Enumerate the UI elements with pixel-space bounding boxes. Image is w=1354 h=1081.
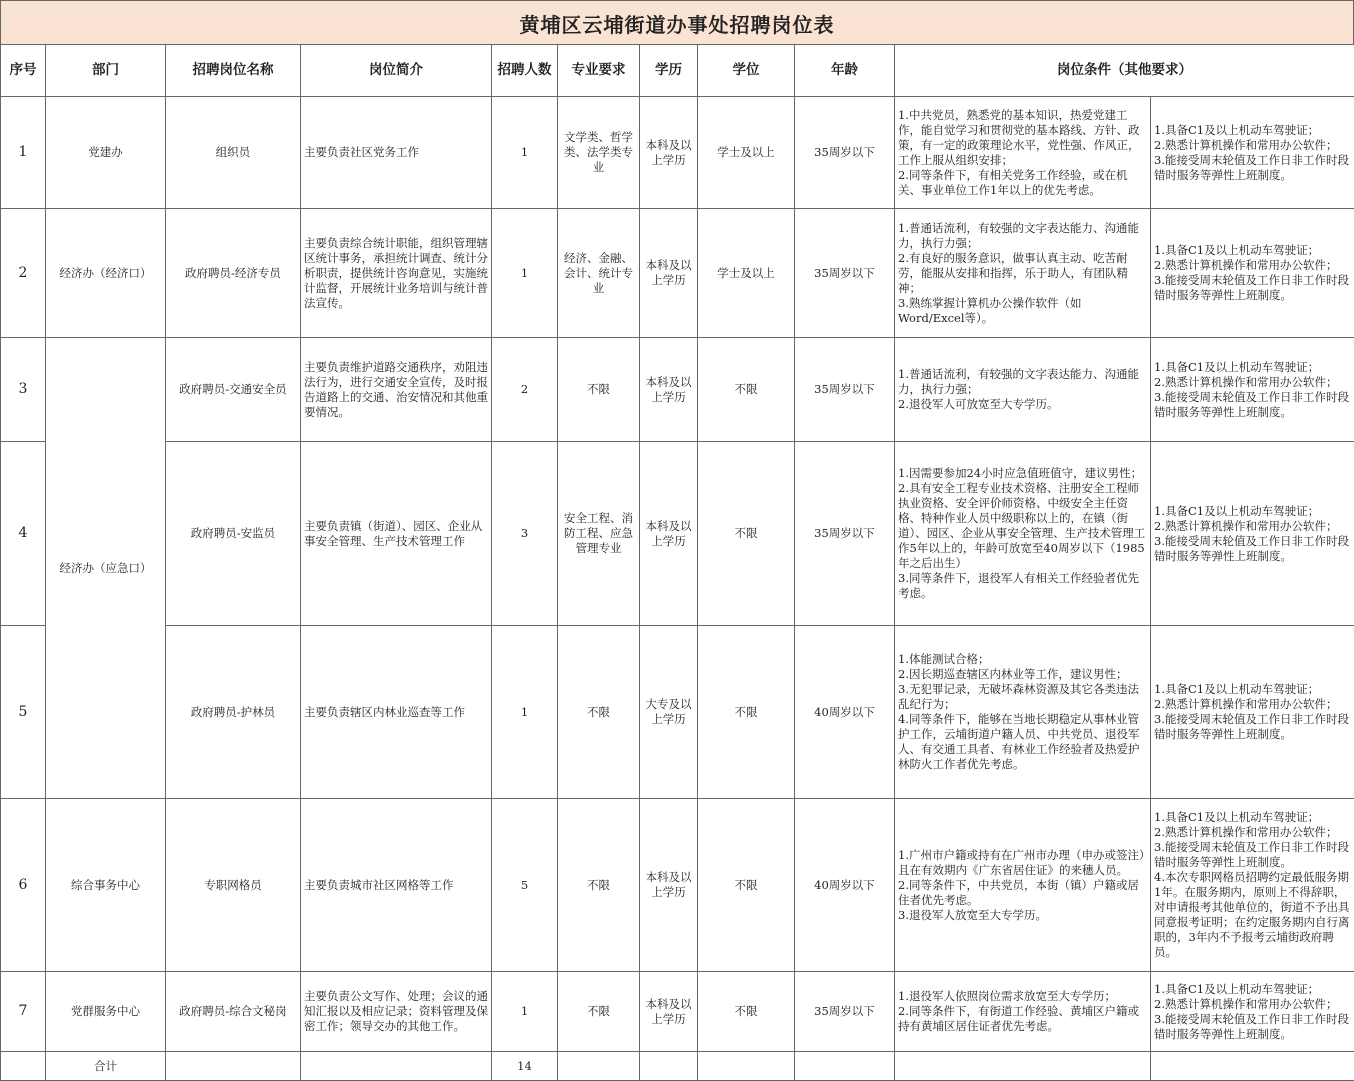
cell-count: 1 — [492, 972, 558, 1052]
cell-major: 不限 — [558, 338, 640, 442]
cell-degree: 不限 — [698, 626, 795, 799]
total-cell-empty — [895, 1052, 1151, 1081]
cell-extra-requirements: 1.具备C1及以上机动车驾驶证； 2.熟悉计算机操作和常用办公软件； 3.能接受周末轮值及工作日非工作时段错时服务等弹性上班制度。 — [1151, 626, 1354, 799]
cell-no: 5 — [1, 626, 46, 799]
cell-major: 文学类、哲学类、法学类专业 — [558, 97, 640, 209]
page-title: 黄埔区云埔街道办事处招聘岗位表 — [0, 0, 1354, 45]
cell-conditions: 1.体能测试合格； 2.因长期巡查辖区内林业等工作，建议男性； 3.无犯罪记录，无破坏森林资源及其它各类违法乱纪行为； 4.同等条件下，能够在当地长期稳定从事林业管护工作，云埔街道户籍人员、中共党员、退役军人、有交通工具者、有林业工作经验者及热爱护林防火工作者优先考虑。 — [895, 626, 1151, 799]
cell-age: 35周岁以下 — [795, 972, 895, 1052]
total-count: 14 — [492, 1052, 558, 1081]
cell-count: 2 — [492, 338, 558, 442]
header-major: 专业要求 — [558, 45, 640, 97]
total-cell-empty — [301, 1052, 492, 1081]
cell-age: 35周岁以下 — [795, 442, 895, 626]
cell-desc: 主要负责公文写作、处理；会议的通知汇报以及相应记录；资料管理及保密工作；领导交办的其他工作。 — [301, 972, 492, 1052]
cell-count: 1 — [492, 209, 558, 338]
cell-position: 政府聘员-经济专员 — [166, 209, 301, 338]
table-row — [1, 97, 1354, 209]
cell-extra-requirements: 1.具备C1及以上机动车驾驶证； 2.熟悉计算机操作和常用办公软件； 3.能接受周末轮值及工作日非工作时段错时服务等弹性上班制度。 4.本次专职网格员招聘约定最低服务期1年。在服务期内，原则上不得辞职，对申请报考其他单位的，街道不予出具同意报考证明；在约定服务期内自行离职的，3年内不予报考云埔街政府聘员。 — [1151, 799, 1354, 972]
total-row — [1, 1052, 1354, 1081]
table-row — [1, 972, 1354, 1052]
header-row — [1, 45, 1354, 97]
cell-edu: 本科及以上学历 — [640, 799, 698, 972]
cell-degree: 学士及以上 — [698, 97, 795, 209]
cell-conditions: 1.普通话流利，有较强的文字表达能力、沟通能力，执行力强； 2.退役军人可放宽至大专学历。 — [895, 338, 1151, 442]
header-no: 序号 — [1, 45, 46, 97]
cell-extra-requirements: 1.具备C1及以上机动车驾驶证； 2.熟悉计算机操作和常用办公软件； 3.能接受周末轮值及工作日非工作时段错时服务等弹性上班制度。 — [1151, 442, 1354, 626]
cell-conditions: 1.因需要参加24小时应急值班值守，建议男性； 2.具有安全工程专业技术资格、注册安全工程师执业资格、安全评价师资格、中级安全主任资格、特种作业人员中级职称以上的，在镇（街道）、园区、企业从事安全管理、生产技术管理工作5年以上的，年龄可放宽至40周岁以下（1985年之后出生） 3.同等条件下，退役军人有相关工作经验者优先考虑。 — [895, 442, 1151, 626]
cell-degree: 不限 — [698, 338, 795, 442]
table-row — [1, 626, 1354, 799]
cell-age: 40周岁以下 — [795, 799, 895, 972]
header-age: 年龄 — [795, 45, 895, 97]
cell-major: 不限 — [558, 972, 640, 1052]
cell-edu: 本科及以上学历 — [640, 442, 698, 626]
total-cell-empty — [1, 1052, 46, 1081]
cell-major: 安全工程、消防工程、应急管理专业 — [558, 442, 640, 626]
cell-extra-requirements: 1.具备C1及以上机动车驾驶证； 2.熟悉计算机操作和常用办公软件； 3.能接受周末轮值及工作日非工作时段错时服务等弹性上班制度。 — [1151, 97, 1354, 209]
cell-position: 政府聘员-交通安全员 — [166, 338, 301, 442]
cell-age: 40周岁以下 — [795, 626, 895, 799]
cell-dept: 经济办（应急口） — [46, 338, 166, 799]
cell-count: 1 — [492, 97, 558, 209]
cell-count: 1 — [492, 626, 558, 799]
cell-conditions: 1.中共党员，熟悉党的基本知识，热爱党建工作，能自觉学习和贯彻党的基本路线、方针、政策，有一定的政策理论水平，党性强、作风正，工作上服从组织安排； 2.同等条件下，有相关党务工作经验，或在机关、事业单位工作1年以上的优先考虑。 — [895, 97, 1151, 209]
cell-position: 政府聘员-护林员 — [166, 626, 301, 799]
cell-extra-requirements: 1.具备C1及以上机动车驾驶证； 2.熟悉计算机操作和常用办公软件； 3.能接受周末轮值及工作日非工作时段错时服务等弹性上班制度。 — [1151, 972, 1354, 1052]
recruitment-table — [0, 44, 1354, 1081]
cell-edu: 本科及以上学历 — [640, 338, 698, 442]
cell-degree: 学士及以上 — [698, 209, 795, 338]
cell-desc: 主要负责社区党务工作 — [301, 97, 492, 209]
total-cell-empty — [640, 1052, 698, 1081]
cell-no: 6 — [1, 799, 46, 972]
cell-extra-requirements: 1.具备C1及以上机动车驾驶证； 2.熟悉计算机操作和常用办公软件； 3.能接受周末轮值及工作日非工作时段错时服务等弹性上班制度。 — [1151, 209, 1354, 338]
header-conditions: 岗位条件（其他要求） — [895, 45, 1354, 97]
header-dept: 部门 — [46, 45, 166, 97]
cell-dept: 党群服务中心 — [46, 972, 166, 1052]
cell-dept: 经济办（经济口） — [46, 209, 166, 338]
header-edu: 学历 — [640, 45, 698, 97]
cell-no: 1 — [1, 97, 46, 209]
header-position: 招聘岗位名称 — [166, 45, 301, 97]
cell-edu: 本科及以上学历 — [640, 209, 698, 338]
table-row — [1, 338, 1354, 442]
cell-conditions: 1.普通话流利，有较强的文字表达能力、沟通能力，执行力强； 2.有良好的服务意识，做事认真主动、吃苦耐劳，能服从安排和指挥，乐于助人，有团队精神； 3.熟练掌握计算机办公操作软件（如Word/Excel等）。 — [895, 209, 1151, 338]
cell-edu: 本科及以上学历 — [640, 972, 698, 1052]
cell-conditions: 1.退役军人依照岗位需求放宽至大专学历； 2.同等条件下，有街道工作经验、黄埔区户籍或持有黄埔区居住证者优先考虑。 — [895, 972, 1151, 1052]
table-row — [1, 442, 1354, 626]
cell-position: 组织员 — [166, 97, 301, 209]
cell-no: 7 — [1, 972, 46, 1052]
cell-degree: 不限 — [698, 799, 795, 972]
cell-dept: 党建办 — [46, 97, 166, 209]
cell-edu: 大专及以上学历 — [640, 626, 698, 799]
header-desc: 岗位简介 — [301, 45, 492, 97]
cell-major: 不限 — [558, 626, 640, 799]
header-count: 招聘人数 — [492, 45, 558, 97]
total-cell-empty — [558, 1052, 640, 1081]
cell-no: 4 — [1, 442, 46, 626]
total-label: 合计 — [46, 1052, 166, 1081]
cell-dept: 综合事务中心 — [46, 799, 166, 972]
cell-no: 2 — [1, 209, 46, 338]
cell-age: 35周岁以下 — [795, 209, 895, 338]
cell-position: 专职网格员 — [166, 799, 301, 972]
cell-age: 35周岁以下 — [795, 97, 895, 209]
total-cell-empty — [166, 1052, 301, 1081]
cell-desc: 主要负责维护道路交通秩序，劝阻违法行为，进行交通安全宣传，及时报告道路上的交通、治安情况和其他重要情况。 — [301, 338, 492, 442]
cell-conditions: 1.广州市户籍或持有在广州市办理（申办或签注）且在有效期内《广东省居住证》的来穗人员。 2.同等条件下，中共党员，本街（镇）户籍或居住者优先考虑。 3.退役军人放宽至大专学历。 — [895, 799, 1151, 972]
total-cell-empty — [795, 1052, 895, 1081]
cell-extra-requirements: 1.具备C1及以上机动车驾驶证； 2.熟悉计算机操作和常用办公软件； 3.能接受周末轮值及工作日非工作时段错时服务等弹性上班制度。 — [1151, 338, 1354, 442]
cell-age: 35周岁以下 — [795, 338, 895, 442]
cell-no: 3 — [1, 338, 46, 442]
cell-count: 3 — [492, 442, 558, 626]
cell-position: 政府聘员-综合文秘岗 — [166, 972, 301, 1052]
total-cell-empty — [1151, 1052, 1354, 1081]
cell-desc: 主要负责城市社区网格等工作 — [301, 799, 492, 972]
header-degree: 学位 — [698, 45, 795, 97]
cell-edu: 本科及以上学历 — [640, 97, 698, 209]
cell-desc: 主要负责综合统计职能，组织管理辖区统计事务，承担统计调查、统计分析职责，提供统计咨询意见，实施统计监督，开展统计业务培训与统计普法宣传。 — [301, 209, 492, 338]
cell-major: 不限 — [558, 799, 640, 972]
cell-desc: 主要负责辖区内林业巡查等工作 — [301, 626, 492, 799]
cell-desc: 主要负责镇（街道）、园区、企业从事安全管理、生产技术管理工作 — [301, 442, 492, 626]
cell-degree: 不限 — [698, 972, 795, 1052]
cell-degree: 不限 — [698, 442, 795, 626]
total-cell-empty — [698, 1052, 795, 1081]
table-row — [1, 209, 1354, 338]
cell-major: 经济、金融、会计、统计专业 — [558, 209, 640, 338]
table-row — [1, 799, 1354, 972]
cell-position: 政府聘员-安监员 — [166, 442, 301, 626]
cell-count: 5 — [492, 799, 558, 972]
